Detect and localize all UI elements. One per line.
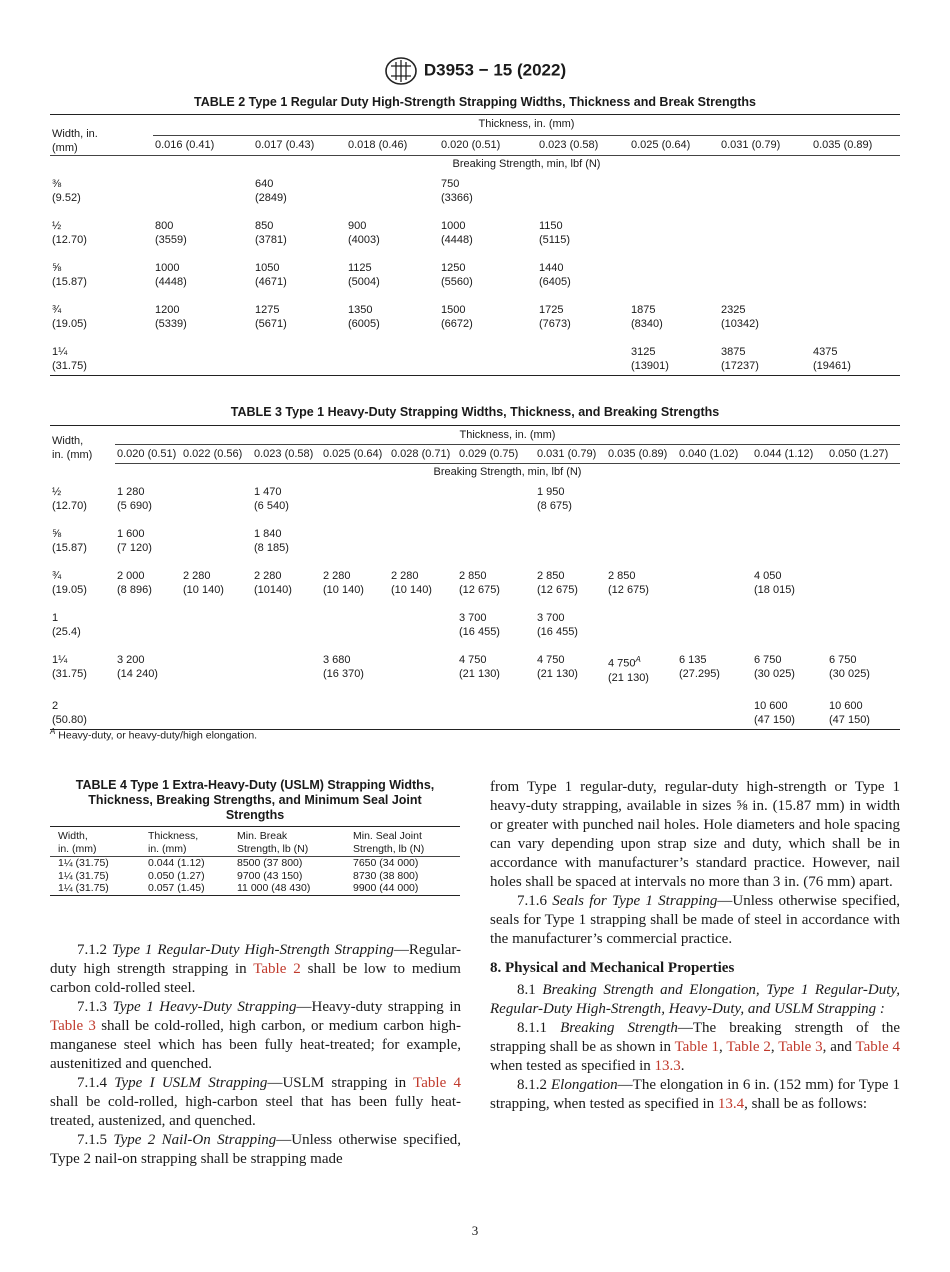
table4-cell: 1¼ (31.75) [58,882,109,894]
table4-cell: 9900 (44 000) [353,882,419,894]
table2-value-cell [719,173,811,205]
table3-value-cell [677,597,752,639]
table3-value-cell [252,639,321,685]
table3-thickness-col: 0.040 (1.02) [679,448,739,460]
table3-value-cell [321,685,389,730]
table4-cell: 0.050 (1.27) [148,869,205,882]
table3-value-cell: 10 600 (47 150) [829,699,870,726]
table2-value-cell: 800 (3559) [155,220,187,246]
table2-width-header: Width, in. (mm) [52,128,98,154]
table3-value-cell [181,513,252,555]
table2-thickness-header: Thickness, in. (mm) [478,118,575,130]
table2-value-cell [811,289,900,331]
table3-value-cell [389,513,457,555]
table-row [50,555,900,597]
table3-value-cell [252,685,321,730]
table4-header-cell: Thickness, in. (mm) [140,827,229,857]
table2-value-cell [719,247,811,289]
link-table-1[interactable]: Table 1 [674,1039,720,1055]
table-row [50,513,900,555]
table3-value-cell [321,481,389,513]
table2-value-cell: 3125 (13901) [631,346,669,372]
table3-breaking-header: Breaking Strength, min, lbf (N) [115,464,900,482]
table3-value-cell [827,555,900,597]
table2-value-cell: 1440 (6405) [539,262,571,288]
para-8-1-1: 8.1.1 Breaking Strength—The breaking strength of the strapping shall be as shown in Table 1, Table 2, Table 3, and Table 4 when tested as specified in 13.3. [490,1020,901,1074]
para-7-1-4: 7.1.4 Type I USLM Strapping—USLM strapping in Table 4 shall be cold-rolled, high-carbon steel that has been fully heat-treated, austenized, and quenched. [50,1075,461,1129]
left-column-text [50,941,461,1169]
table2-value-cell: 1125 (5004) [348,262,380,288]
table3-value-cell [321,597,389,639]
table-row [50,173,900,205]
table3-value-cell: 3 700 (16 455) [459,612,500,638]
table2-title: TABLE 2 Type 1 Regular Duty High-Strength Strapping Widths, Thickness and Break Strengths [194,95,756,109]
table2-width-cell: ½ (12.70) [52,220,87,246]
table2-value-cell [153,173,253,205]
table3-value-cell [677,481,752,513]
table2-value-cell: 850 (3781) [255,220,287,246]
table3-thickness-col: 0.020 (0.51) [117,448,177,460]
table3-grid [50,425,900,730]
table2-thickness-col: 0.020 (0.51) [441,138,501,151]
table3-value-cell: 1 950 (8 675) [537,486,572,512]
para-7-1-5: 7.1.5 Type 2 Nail-On Strapping—Unless otherwise specified, Type 2 nail-on strapping shall be strapping made [50,1132,461,1167]
link-table-4[interactable]: Table 4 [413,1075,461,1091]
table3-value-cell [677,513,752,555]
table3-thickness-col: 0.028 (0.71) [391,448,451,460]
table3-value-cell [181,481,252,513]
table2-value-cell [719,205,811,247]
table3-value-cell: 2 850 (12 675) [537,570,578,596]
table-row [50,882,460,895]
table3-value-cell [457,513,535,555]
table3-value-cell [752,481,827,513]
table-row [50,857,460,870]
table3-value-cell: 4 $750^A$ (21 130) [608,655,649,684]
table2-value-cell [811,247,900,289]
table3-value-cell: 2 850 (12 675) [608,570,649,596]
table2 [50,114,900,376]
table2-value-cell: 1150 (5115) [539,220,570,246]
link-table-2[interactable]: Table 2 [726,1039,771,1055]
table3-value-cell [606,685,677,730]
table3-value-cell [115,685,181,730]
table3-value-cell [535,513,606,555]
table3-value-cell: 3 680 (16 370) [323,654,364,680]
table2-value-cell [629,205,719,247]
table2-value-cell [629,173,719,205]
table2-value-cell: 640 (2849) [255,178,287,204]
table2-thickness-col: 0.018 (0.46) [348,138,408,151]
table-row [50,205,900,247]
table4-grid [50,826,460,896]
table4-cell: 8500 (37 800) [237,857,303,869]
table3-value-cell: 4 750 (21 130) [459,654,500,680]
table2-breaking-header: Breaking Strength, min, lbf (N) [153,156,900,174]
para-7-1-6: 7.1.6 Seals for Type 1 Strapping—Unless otherwise specified, seals for Type 1 strapping shall be made of steel in accordance with the manufacturer’s commercial practice. [490,893,901,947]
table4-header-cell: Min. Seal Joint Strength, lb (N) [345,827,460,857]
table-row [50,481,900,513]
table2-value-cell: 750 (3366) [441,178,473,204]
table2-value-cell [346,331,439,376]
table2-value-cell: 1500 (6672) [441,304,473,330]
table3-footnote: $^A$ Heavy-duty, or heavy-duty/high elongation. [50,727,258,742]
table4-cell: 11 000 (48 430) [237,882,311,894]
table3-value-cell: 2 280 (10140) [254,570,292,596]
table3-width-cell: 2 (50.80) [52,699,87,726]
table2-value-cell: 1875 (8340) [631,304,663,330]
table3-value-cell [827,597,900,639]
table2-value-cell: 1275 (5671) [255,304,287,330]
table3-value-cell [606,513,677,555]
table3-value-cell: 10 600 (47 150) [754,699,795,726]
table3-thickness-col: 0.035 (0.89) [608,448,668,460]
table2-value-cell [346,173,439,205]
table4-cell: 0.057 (1.45) [148,882,205,894]
table2-width-cell: ¾ (19.05) [52,304,87,330]
table3-value-cell: 1 280 (5 690) [117,486,152,512]
table3-width-cell: 1¼ (31.75) [52,654,87,680]
link-table-2[interactable]: Table 2 [253,961,301,977]
table-row [50,685,900,730]
table2-value-cell [537,173,629,205]
link-section-13-3[interactable]: 13.3 [654,1058,681,1074]
table2-value-cell: 900 (4003) [348,220,380,246]
table3-value-cell: 2 280 (10 140) [323,570,364,596]
table2-thickness-col: 0.023 (0.58) [539,138,599,151]
table3-width-header: Width, in. (mm) [52,435,93,461]
section-8-heading: 8. Physical and Mechanical Properties [490,960,735,976]
table3-value-cell [181,685,252,730]
table2-width-cell: ⅝ (15.87) [52,262,87,288]
table3-thickness-col: 0.022 (0.56) [183,448,243,460]
table3-value-cell [321,513,389,555]
table3-value-cell [677,555,752,597]
table2-value-cell: 1250 (5560) [441,262,473,288]
table3-value-cell: 6 750 (30 025) [754,654,795,680]
table3-thickness-col: 0.023 (0.58) [254,448,314,460]
page-number: 3 [471,1223,479,1238]
table2-value-cell: 4375 (19461) [813,346,851,372]
table3-width-cell: ⅝ (15.87) [52,528,87,554]
table3-value-cell [827,513,900,555]
table3-value-cell [827,481,900,513]
table3-value-cell: 4 750 (21 130) [537,654,578,680]
table4-cell: 0.044 (1.12) [148,857,205,869]
table3-value-cell [752,597,827,639]
table2-width-cell: ⅜ (9.52) [52,178,81,204]
table2-value-cell: 2325 (10342) [721,304,759,330]
table4-title: TABLE 4 Type 1 Extra-Heavy-Duty (USLM) Strapping Widths, Thickness, Breaking Strengths, and Minimum Seal Joint Strengths [75,778,435,822]
table3-value-cell [181,597,252,639]
table2-thickness-col: 0.017 (0.43) [255,138,315,151]
table3-value-cell: 2 000 (8 896) [117,570,152,596]
table-row [50,597,900,639]
table4-cell: 9700 (43 150) [237,869,303,882]
table2-value-cell [811,173,900,205]
table2-thickness-col: 0.035 (0.89) [813,138,873,151]
para-8-1-2: 8.1.2 Elongation—The elongation in 6 in. (152 mm) for Type 1 strapping, when tested as specified in 13.4, shall be as follows: [490,1077,900,1112]
table3-value-cell: 1 600 (7 120) [117,528,152,554]
table3-value-cell: 3 200 (14 240) [117,654,158,680]
table3-value-cell: 2 280 (10 140) [183,570,224,596]
table2-value-cell: 1350 (6005) [348,304,380,330]
table3-value-cell [535,685,606,730]
link-table-3[interactable]: Table 3 [50,1018,96,1034]
table3-value-cell [389,481,457,513]
table4-header-cell: Min. Break Strength, lb (N) [229,827,345,857]
table2-width-cell: 1¼ (31.75) [52,346,87,372]
table2-thickness-col: 0.025 (0.64) [631,138,691,151]
table3-value-cell [677,685,752,730]
table2-value-cell: 1000 (4448) [155,262,187,288]
para-7-1-5-continued: from Type 1 regular-duty, regular-duty high-strength or Type 1 heavy-duty strapping, available in sizes ⅝ in. (15.87 mm) in width or greater with punched nail holes. Hole diameters and hole spacing can vary depending upon strap size and duty, which shall be in accordance with manufacturer’s standard practice. However, nail holes shall be spaced at intervals no more than 3 in. (76 mm) apart. [490,779,900,890]
table3-value-cell: 6 135 (27.295) [679,654,720,680]
table-row [50,639,900,685]
table3-value-cell: 1 470 (6 540) [254,486,289,512]
document-header [0,56,950,86]
table2-value-cell: 3875 (17237) [721,346,759,372]
table-row [50,331,900,376]
table4-cell: 1¼ (31.75) [58,857,109,869]
table3-thickness-col: 0.031 (0.79) [537,448,597,460]
table2-thickness-col: 0.016 (0.41) [155,138,215,151]
table3-value-cell [606,597,677,639]
table3-thickness-col: 0.029 (0.75) [459,448,519,460]
table3-value-cell: 1 840 (8 185) [254,528,289,554]
table4 [50,826,460,896]
table-row [50,289,900,331]
table2-value-cell [629,247,719,289]
para-8-1: 8.1 Breaking Strength and Elongation, Type 1 Regular-Duty, Regular-Duty High-Strength, Heavy-Duty, and USLM Strapping : [490,982,901,1017]
table3-title: TABLE 3 Type 1 Heavy-Duty Strapping Widths, Thickness, and Breaking Strengths [230,405,720,419]
table3-thickness-header: Thickness, in. (mm) [459,429,556,441]
table3-thickness-col: 0.025 (0.64) [323,448,383,460]
table-row [50,247,900,289]
table3-value-cell [181,639,252,685]
para-7-1-3: 7.1.3 Type 1 Heavy-Duty Strapping—Heavy-duty strapping in Table 3 shall be cold-rolled, high carbon, or medium carbon high-manganese steel which has been fully heat-treated; for example, austenitized and quenched. [50,999,462,1072]
footnote-marker: A [635,655,641,664]
table3-value-cell [752,513,827,555]
table2-value-cell: 1000 (4448) [441,220,473,246]
table2-value-cell [439,331,537,376]
table3-value-cell [252,597,321,639]
table3-value-cell [115,597,181,639]
table3-value-cell: 4 050 (18 015) [754,570,795,596]
table4-header-cell: Width, in. (mm) [50,827,140,857]
table3 [50,425,900,730]
link-table-4[interactable]: Table 4 [855,1039,900,1055]
para-7-1-2: 7.1.2 Type 1 Regular-Duty High-Strength Strapping—Regular-duty high strength strapping in Table 2 shall be low to medium carbon cold-rolled steel. [50,942,462,996]
table3-value-cell: 2 850 (12 675) [459,570,500,596]
table3-thickness-col: 0.050 (1.27) [829,448,889,460]
astm-logo-icon [384,56,418,86]
table3-value-cell: 6 750 (30 025) [829,654,870,680]
link-section-13-4[interactable]: 13.4 [717,1096,745,1112]
table2-value-cell: 1050 (4671) [255,262,287,288]
table4-cell: 7650 (34 000) [353,857,419,869]
table2-value-cell [153,331,253,376]
table3-width-cell: ¾ (19.05) [52,570,87,596]
table3-width-cell: ½ (12.70) [52,486,87,512]
table4-cell: 8730 (38 800) [353,869,419,882]
table2-value-cell [811,205,900,247]
table3-value-cell [457,685,535,730]
right-column-text [490,778,900,1114]
document-id: D3953 − 15 (2022) [423,60,567,80]
table2-grid [50,114,900,376]
table2-value-cell: 1200 (5339) [155,304,187,330]
table3-value-cell: 3 700 (16 455) [537,612,578,638]
link-table-3[interactable]: Table 3 [778,1039,823,1055]
table3-value-cell [457,481,535,513]
table4-cell: 1¼ (31.75) [58,869,109,882]
table3-value-cell [389,639,457,685]
table-row [50,870,460,883]
table3-value-cell [606,481,677,513]
table3-thickness-col: 0.044 (1.12) [754,448,814,460]
table2-value-cell [537,331,629,376]
table3-width-cell: 1 (25.4) [52,612,81,638]
table2-value-cell [253,331,346,376]
table3-value-cell: 2 280 (10 140) [391,570,432,596]
table2-value-cell: 1725 (7673) [539,304,571,330]
table3-value-cell [389,597,457,639]
table2-thickness-col: 0.031 (0.79) [721,138,781,151]
table3-value-cell [389,685,457,730]
